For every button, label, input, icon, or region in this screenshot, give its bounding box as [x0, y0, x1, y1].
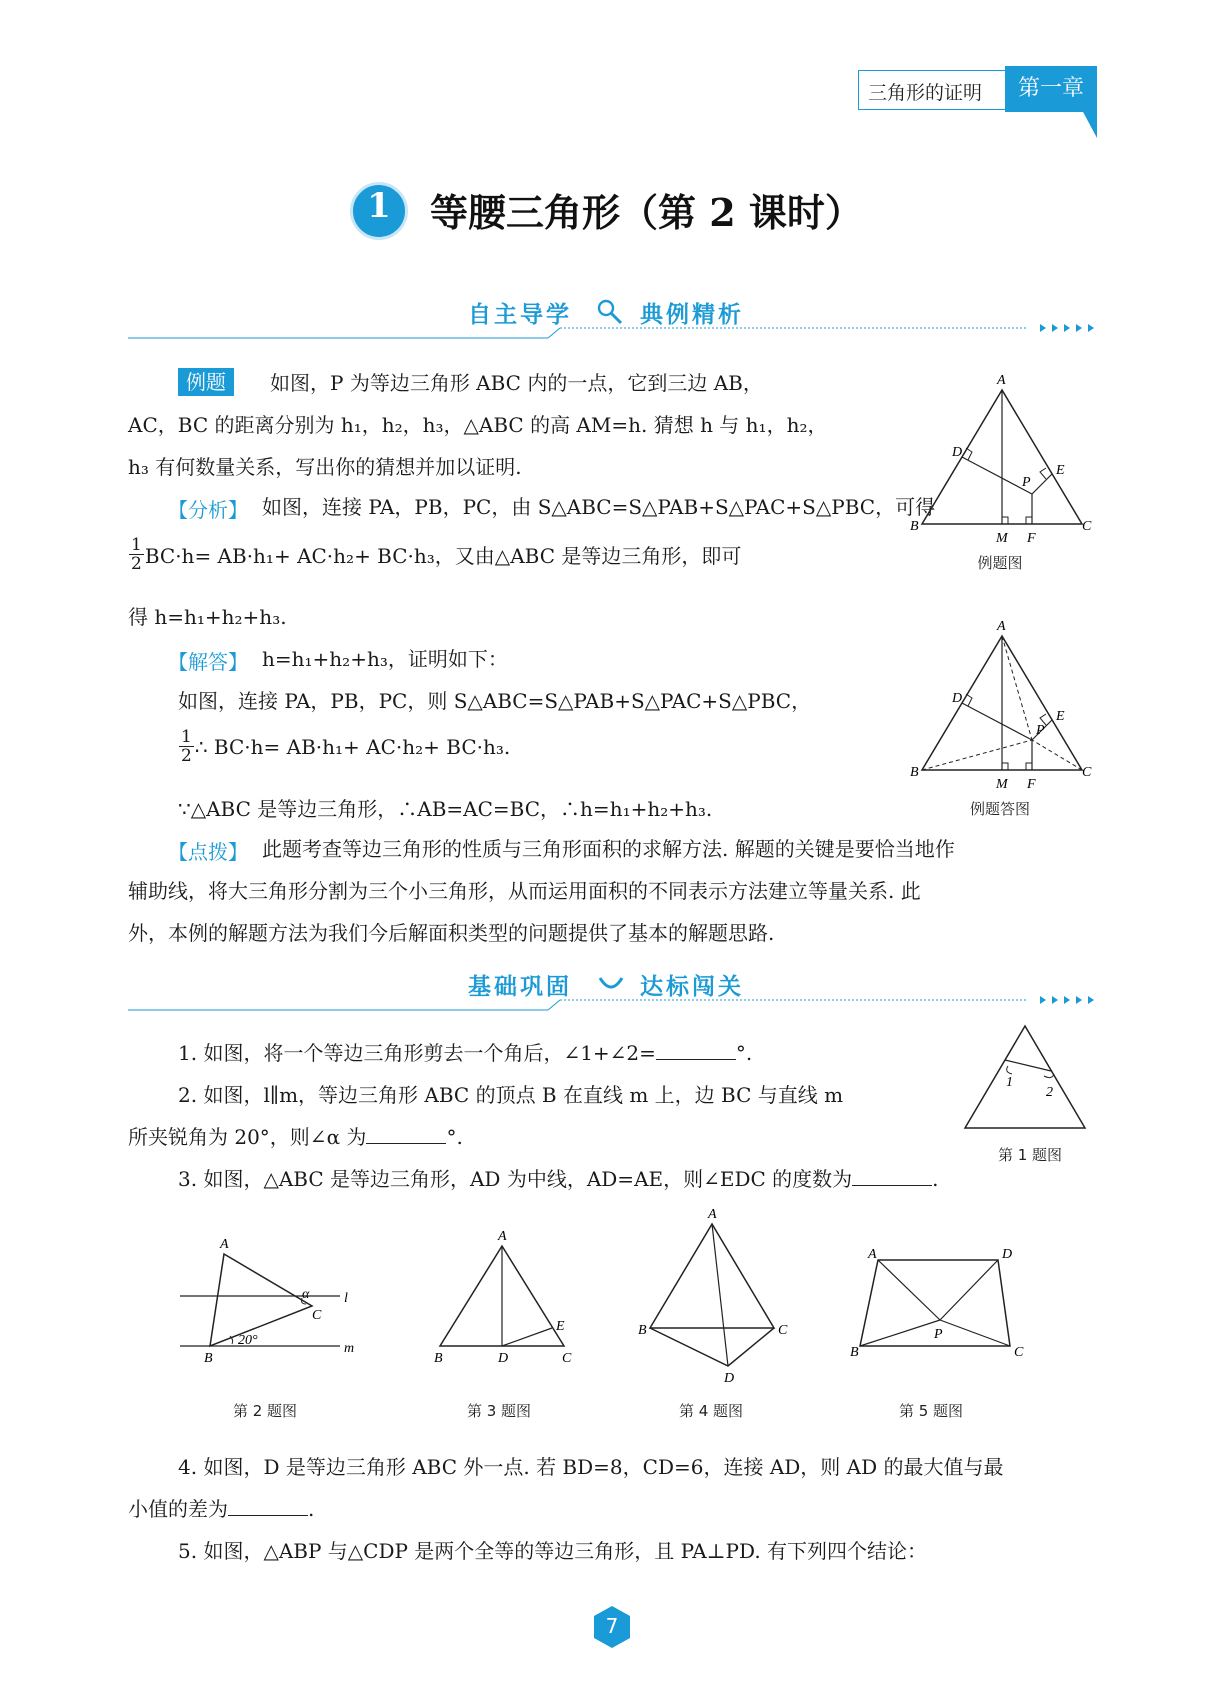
question-4-line-1: 4. 如图，D 是等边三角形 ABC 外一点. 若 BD=8，CD=6，连接 AD，则 AD 的最大值与最 [178, 1455, 1004, 1479]
page-number: 7 [605, 1614, 619, 1638]
label-b: B [434, 1351, 443, 1366]
question-4-line-2: 小值的差为 . [128, 1497, 315, 1521]
answer-blank[interactable] [228, 1497, 308, 1516]
answer-line-4: ∵△ABC 是等边三角形，∴AB=AC=BC，∴h=h₁+h₂+h₃. [178, 797, 713, 821]
header-section: 三角形的证明 [868, 82, 983, 104]
smile-icon [596, 970, 626, 998]
label-c: C [1082, 765, 1092, 780]
label-p: P [1036, 723, 1045, 738]
banner-right: 典例精析 [640, 302, 744, 328]
label-c: C [312, 1308, 322, 1323]
label-p: P [1022, 475, 1031, 490]
label-d: D [724, 1371, 735, 1386]
label-a: A [708, 1207, 717, 1222]
label-angle-1: 1 [1006, 1075, 1013, 1090]
example-tag: 例题 [178, 368, 234, 396]
label-a: A [868, 1247, 877, 1262]
label-a: A [997, 619, 1006, 634]
analysis-line-2: $\frac{1}{2}$ BC·h= AB·h₁+ AC·h₂+ BC·h₃，又由△ABC 是等边三角形，即可 [131, 535, 742, 574]
answer-blank[interactable] [366, 1125, 446, 1144]
question-5: 5. 如图，△ABP 与△CDP 是两个全等的等边三角形，且 PA⊥PD. 有下列四个结论： [178, 1539, 928, 1563]
label-c: C [778, 1323, 788, 1338]
fraction: $\frac{1}{2}$ [181, 727, 192, 766]
label-e: E [1056, 709, 1065, 724]
answer-line-1: h=h₁+h₂+h₃，证明如下： [262, 647, 508, 671]
label-b: B [204, 1351, 213, 1366]
label-a: A [997, 373, 1006, 388]
magnifier-icon [596, 298, 624, 326]
title-number: 1 [367, 186, 391, 226]
banner-right: 达标闯关 [640, 974, 744, 1000]
answer-line-3: $\frac{1}{2}$ ∴ BC·h= AB·h₁+ AC·h₂+ BC·h₃. [181, 727, 511, 766]
question-4-caption: 第 4 题图 [678, 1402, 744, 1420]
analysis-tag: 【分析】 [168, 498, 248, 522]
label-b: B [638, 1323, 647, 1338]
label-d: D [952, 445, 963, 460]
example-line-2: AC，BC 的距离分别为 h₁，h₂，h₃，△ABC 的高 AM=h. 猜想 h 与 h₁，h₂， [128, 413, 828, 437]
label-a: A [498, 1229, 507, 1244]
banner-left: 自主导学 [468, 302, 572, 328]
label-f: F [1027, 531, 1036, 546]
question-2-figure [176, 1226, 376, 1366]
question-5-caption: 第 5 题图 [898, 1402, 964, 1420]
label-d: D [1002, 1247, 1013, 1262]
answer-blank[interactable] [656, 1041, 736, 1060]
example-line-1: 如图，P 为等边三角形 ABC 内的一点，它到三边 AB， [270, 371, 763, 395]
tip-line-3: 外，本例的解题方法为我们今后解面积类型的问题提供了基本的解题思路. [128, 921, 775, 945]
question-3: 3. 如图，△ABC 是等边三角形，AD 为中线，AD=AE，则∠EDC 的度数为 . [178, 1167, 939, 1191]
answer-blank[interactable] [852, 1167, 932, 1186]
question-2-line-1: 2. 如图，l∥m，等边三角形 ABC 的顶点 B 在直线 m 上，边 BC 与直线 m [178, 1083, 844, 1107]
question-3-figure [420, 1226, 580, 1366]
label-c: C [1014, 1345, 1024, 1360]
label-f: F [1027, 777, 1036, 792]
label-m: M [996, 777, 1008, 792]
question-2-caption: 第 2 题图 [232, 1402, 298, 1420]
label-b: B [910, 519, 919, 534]
label-b: B [850, 1345, 859, 1360]
question-1: 1. 如图，将一个等边三角形剪去一个角后，∠1+∠2= °. [178, 1041, 753, 1065]
label-p: P [934, 1327, 943, 1342]
question-1-figure [962, 1016, 1092, 1140]
label-e: E [556, 1319, 565, 1334]
question-1-caption: 第 1 题图 [997, 1146, 1063, 1164]
label-e: E [1056, 463, 1065, 478]
example-figure-caption: 例题图 [977, 554, 1023, 572]
label-c: C [1082, 519, 1092, 534]
label-l: l [344, 1291, 348, 1306]
question-2-line-2: 所夹锐角为 20°，则∠α 为 °. [128, 1125, 463, 1149]
question-5-figure [848, 1240, 1038, 1360]
label-20-degrees: 20° [238, 1333, 258, 1348]
label-a: A [220, 1237, 229, 1252]
banner-left: 基础巩固 [468, 974, 572, 1000]
label-d: D [952, 691, 963, 706]
example-answer-caption: 例题答图 [969, 800, 1030, 818]
question-3-caption: 第 3 题图 [466, 1402, 532, 1420]
header-chapter: 第一章 [1005, 66, 1097, 112]
answer-line-2: 如图，连接 PA，PB，PC，则 S△ABC=S△PAB+S△PAC+S△PBC， [178, 689, 812, 713]
label-angle-2: 2 [1046, 1085, 1053, 1100]
label-c: C [562, 1351, 572, 1366]
example-answer-figure [900, 614, 1090, 794]
tip-line-2: 辅助线，将大三角形分割为三个小三角形，从而运用面积的不同表示方法建立等量关系. 此 [128, 879, 921, 903]
tip-tag: 【点拨】 [168, 840, 248, 864]
example-figure [900, 368, 1090, 548]
label-m: M [996, 531, 1008, 546]
question-4-figure [634, 1204, 814, 1384]
header-corner-icon [1082, 110, 1100, 140]
example-line-3: h₃ 有何数量关系，写出你的猜想并加以证明. [128, 455, 522, 479]
fraction: $\frac{1}{2}$ [131, 535, 142, 574]
label-alpha: α [302, 1287, 310, 1302]
analysis-line-3: 得 h=h₁+h₂+h₃. [128, 605, 287, 629]
label-d: D [498, 1351, 509, 1366]
tip-line-1: 此题考查等边三角形的性质与三角形面积的求解方法. 解题的关键是要恰当地作 [262, 837, 955, 861]
page-title: 等腰三角形（第 2 课时） [430, 190, 863, 235]
answer-tag: 【解答】 [168, 650, 248, 674]
label-b: B [910, 765, 919, 780]
analysis-line-1: 如图，连接 PA，PB，PC，由 S△ABC=S△PAB+S△PAC+S△PBC，可得 [262, 495, 936, 519]
label-m: m [344, 1341, 355, 1356]
